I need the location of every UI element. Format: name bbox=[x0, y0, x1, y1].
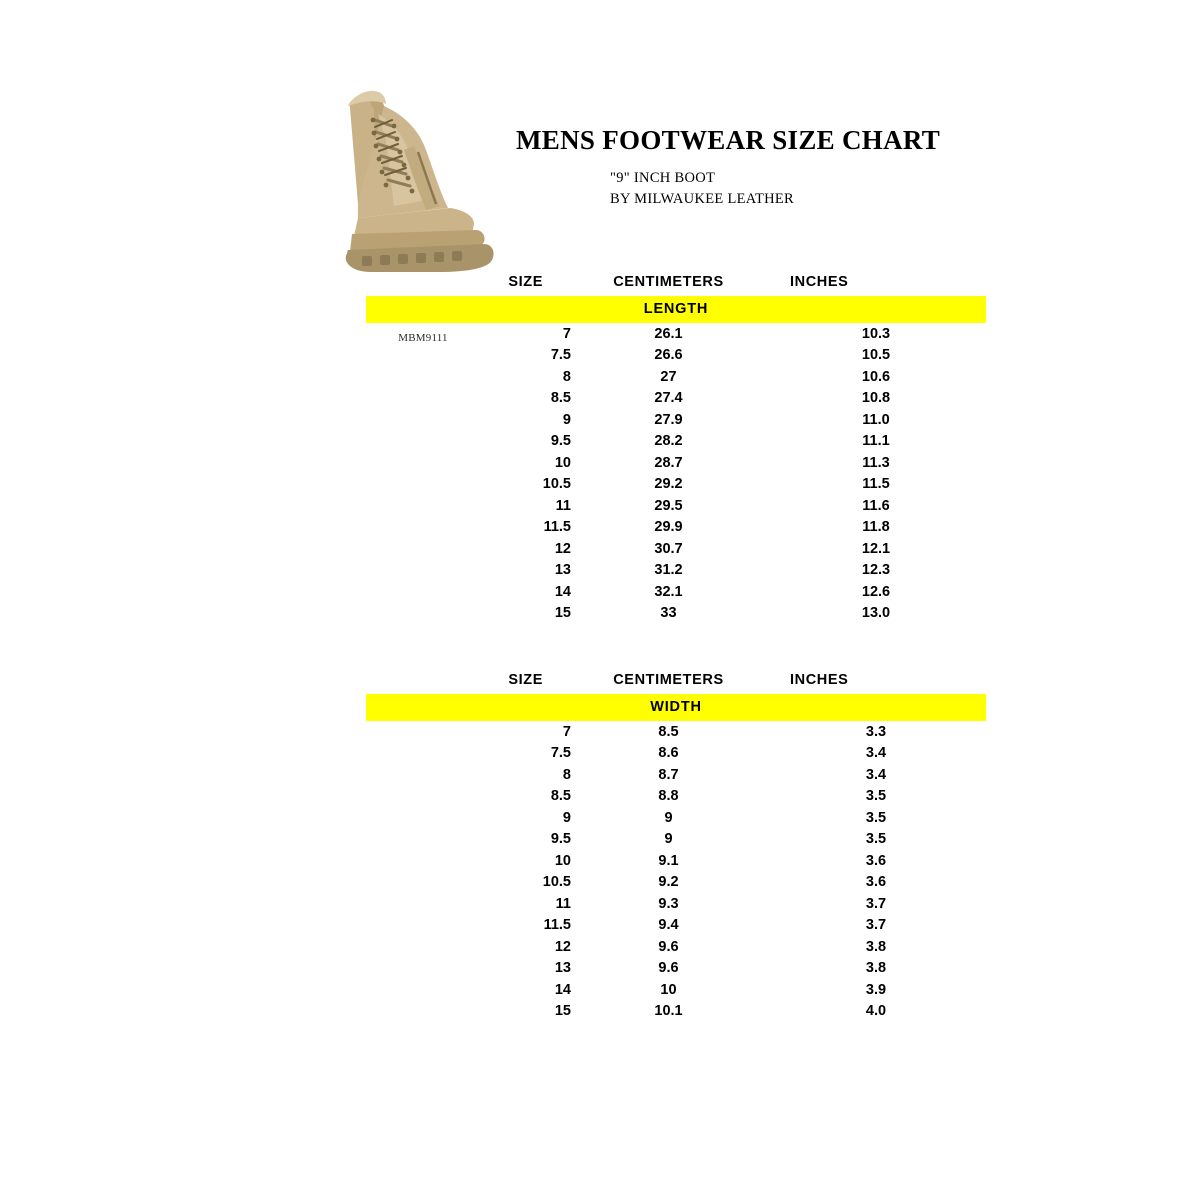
cell-inches: 3.3 bbox=[865, 723, 887, 740]
cell-size: 9 bbox=[562, 809, 571, 826]
cell-inches: 11.3 bbox=[862, 454, 890, 471]
cell-inches: 10.5 bbox=[861, 347, 891, 363]
table-row bbox=[366, 721, 986, 743]
table-row bbox=[366, 893, 986, 915]
subtitle-brand: BY MILWAUKEE LEATHER bbox=[610, 191, 794, 207]
table-row bbox=[366, 452, 986, 474]
cell-centimeters: 29.9 bbox=[654, 519, 683, 535]
cell-inches: 3.5 bbox=[865, 809, 887, 826]
cell-inches: 10.8 bbox=[861, 390, 891, 406]
cell-inches: 12.6 bbox=[861, 583, 891, 600]
cell-centimeters: 8.6 bbox=[658, 745, 679, 761]
cell-centimeters: 9 bbox=[664, 809, 673, 826]
cell-centimeters: 29.2 bbox=[654, 476, 683, 492]
cell-centimeters: 30.7 bbox=[654, 540, 683, 557]
cell-size: 11.5 bbox=[543, 519, 571, 535]
cell-size: 8 bbox=[562, 368, 571, 385]
cell-size: 14 bbox=[554, 981, 571, 998]
cell-centimeters: 33 bbox=[660, 605, 677, 621]
cell-size: 12 bbox=[554, 938, 571, 955]
width-table-block bbox=[366, 670, 986, 1022]
cell-inches: 11.8 bbox=[862, 519, 890, 535]
cell-centimeters: 9.6 bbox=[658, 938, 679, 955]
column-header-size: SIZE bbox=[508, 672, 543, 688]
cell-size: 7.5 bbox=[550, 347, 571, 363]
table-row bbox=[366, 829, 986, 851]
cell-centimeters: 10.1 bbox=[654, 1003, 683, 1019]
table-row bbox=[366, 786, 986, 808]
cell-centimeters: 9.4 bbox=[658, 917, 679, 933]
column-header-centimeters: CENTIMETERS bbox=[613, 274, 724, 290]
cell-centimeters: 27.9 bbox=[654, 411, 683, 428]
column-header-size: SIZE bbox=[508, 274, 543, 290]
table-row bbox=[366, 388, 986, 410]
table-row bbox=[366, 366, 986, 388]
cell-centimeters: 28.2 bbox=[654, 433, 683, 449]
table-row bbox=[366, 560, 986, 582]
cell-inches: 3.7 bbox=[865, 895, 887, 912]
cell-inches: 12.3 bbox=[861, 562, 891, 578]
cell-size: 9.5 bbox=[550, 433, 571, 449]
table-row bbox=[366, 764, 986, 786]
cell-centimeters: 9 bbox=[664, 831, 673, 847]
cell-size: 8 bbox=[562, 766, 571, 783]
cell-centimeters: 8.5 bbox=[658, 723, 679, 740]
table-header-row bbox=[366, 670, 986, 694]
cell-size: 15 bbox=[554, 1003, 571, 1019]
column-header-inches: INCHES bbox=[790, 274, 849, 290]
column-header-inches: INCHES bbox=[790, 672, 849, 688]
table-row bbox=[366, 915, 986, 937]
cell-size: 10 bbox=[554, 852, 571, 869]
cell-size: 9.5 bbox=[550, 831, 571, 847]
cell-inches: 10.6 bbox=[861, 368, 891, 385]
width-size-table bbox=[366, 670, 986, 1022]
cell-centimeters: 28.7 bbox=[654, 454, 683, 471]
cell-centimeters: 8.8 bbox=[658, 788, 679, 804]
cell-inches: 3.9 bbox=[865, 981, 887, 998]
cell-inches: 3.5 bbox=[865, 831, 887, 847]
cell-centimeters: 9.3 bbox=[658, 895, 679, 912]
section-band-label: WIDTH bbox=[366, 694, 986, 721]
table-row bbox=[366, 850, 986, 872]
cell-centimeters: 29.5 bbox=[654, 497, 683, 514]
page-title: MENS FOOTWEAR SIZE CHART bbox=[516, 125, 941, 155]
cell-size: 8.5 bbox=[550, 390, 571, 406]
cell-inches: 3.8 bbox=[865, 938, 887, 955]
table-row bbox=[366, 323, 986, 345]
cell-inches: 11.1 bbox=[862, 433, 890, 449]
cell-centimeters: 27.4 bbox=[654, 390, 683, 406]
cell-centimeters: 8.7 bbox=[658, 766, 679, 783]
cell-size: 7 bbox=[562, 723, 571, 740]
cell-centimeters: 9.6 bbox=[658, 960, 679, 976]
table-row bbox=[366, 474, 986, 496]
cell-centimeters: 32.1 bbox=[654, 583, 683, 600]
cell-centimeters: 9.1 bbox=[658, 852, 679, 869]
cell-inches: 3.4 bbox=[865, 766, 887, 783]
cell-size: 8.5 bbox=[550, 788, 571, 804]
table-row bbox=[366, 807, 986, 829]
cell-centimeters: 27 bbox=[660, 368, 677, 385]
length-table-block bbox=[366, 272, 986, 624]
column-header-centimeters: CENTIMETERS bbox=[613, 672, 724, 688]
table-row bbox=[366, 431, 986, 453]
cell-inches: 11.5 bbox=[862, 476, 890, 492]
section-band-label: LENGTH bbox=[366, 296, 986, 323]
cell-inches: 3.7 bbox=[865, 917, 887, 933]
cell-inches: 12.1 bbox=[861, 540, 891, 557]
cell-size: 14 bbox=[554, 583, 571, 600]
cell-inches: 13.0 bbox=[861, 605, 891, 621]
cell-inches: 3.6 bbox=[865, 874, 887, 890]
cell-centimeters: 31.2 bbox=[654, 562, 683, 578]
table-row bbox=[366, 603, 986, 625]
cell-centimeters: 26.6 bbox=[654, 347, 683, 363]
table-row bbox=[366, 538, 986, 560]
cell-centimeters: 26.1 bbox=[654, 325, 683, 342]
cell-inches: 11.6 bbox=[862, 497, 890, 514]
table-row bbox=[366, 581, 986, 603]
product-code: MBM9111 bbox=[398, 332, 448, 344]
table-row bbox=[366, 409, 986, 431]
section-band-width bbox=[366, 694, 986, 721]
table-row bbox=[366, 495, 986, 517]
cell-size: 12 bbox=[554, 540, 571, 557]
cell-size: 13 bbox=[554, 960, 571, 976]
table-row bbox=[366, 958, 986, 980]
cell-inches: 10.3 bbox=[861, 325, 891, 342]
cell-size: 13 bbox=[554, 562, 571, 578]
cell-size: 9 bbox=[562, 411, 571, 428]
cell-size: 10 bbox=[554, 454, 571, 471]
cell-centimeters: 10 bbox=[660, 981, 677, 998]
cell-centimeters: 9.2 bbox=[658, 874, 679, 890]
table-row bbox=[366, 517, 986, 539]
cell-size: 7.5 bbox=[550, 745, 571, 761]
cell-size: 10.5 bbox=[542, 874, 571, 890]
cell-size: 15 bbox=[554, 605, 571, 621]
cell-inches: 3.8 bbox=[865, 960, 887, 976]
table-row bbox=[366, 743, 986, 765]
table-row bbox=[366, 872, 986, 894]
subtitle-boot-type: "9" INCH BOOT bbox=[610, 170, 716, 186]
cell-inches: 3.4 bbox=[865, 745, 887, 761]
table-header-row bbox=[366, 272, 986, 296]
length-size-table bbox=[366, 272, 986, 624]
cell-size: 10.5 bbox=[542, 476, 571, 492]
cell-inches: 11.0 bbox=[862, 411, 890, 428]
table-row bbox=[366, 979, 986, 1001]
cell-size: 11 bbox=[555, 497, 571, 514]
cell-size: 11 bbox=[555, 895, 571, 912]
section-band-length bbox=[366, 296, 986, 323]
table-row bbox=[366, 345, 986, 367]
table-row bbox=[366, 1001, 986, 1023]
cell-inches: 3.5 bbox=[865, 788, 887, 804]
table-row bbox=[366, 936, 986, 958]
cell-inches: 4.0 bbox=[865, 1003, 887, 1019]
cell-inches: 3.6 bbox=[865, 852, 887, 869]
cell-size: 7 bbox=[562, 325, 571, 342]
cell-size: 11.5 bbox=[543, 917, 571, 933]
